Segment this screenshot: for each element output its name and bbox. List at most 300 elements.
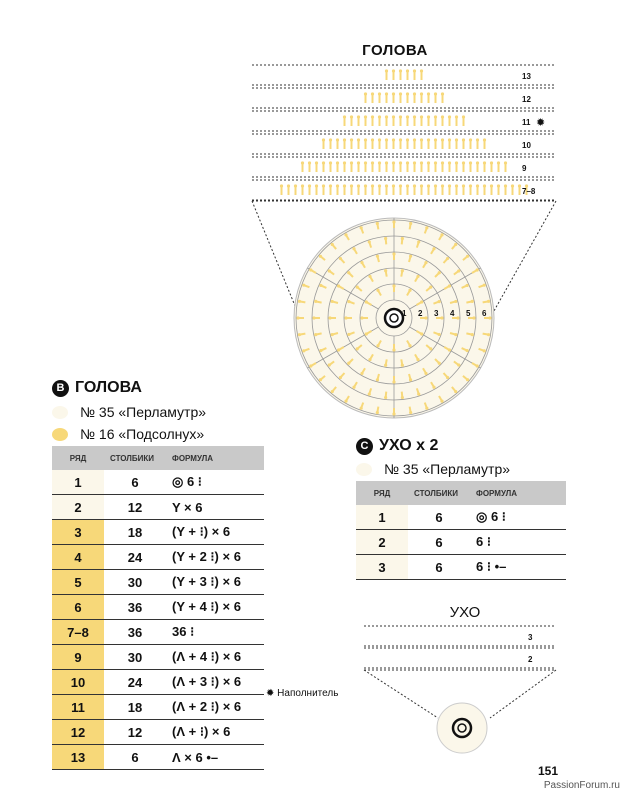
table-row — [52, 470, 264, 495]
ring-number-label: 6 — [482, 309, 487, 318]
stitch-mark — [296, 316, 299, 319]
stitch-mark — [448, 138, 451, 141]
stitch-mark — [376, 378, 379, 381]
ear-funnel-right — [490, 670, 556, 718]
table-row — [52, 495, 264, 520]
row-number-cell: 12 — [52, 720, 104, 745]
formula-cell: (Λ + ⁝) × 6 — [166, 720, 264, 745]
head-diagram-row — [252, 65, 556, 85]
stitch-mark — [483, 138, 486, 141]
row-label: 9 — [522, 164, 527, 173]
stitch-mark — [434, 92, 437, 95]
stitch-mark — [438, 333, 441, 336]
stitch-mark — [368, 240, 371, 243]
stitch-mark — [378, 115, 381, 118]
col-header-count: СТОЛБИКИ — [104, 446, 166, 470]
stitch-mark — [401, 364, 404, 367]
stitch-mark — [434, 161, 437, 164]
stitch-mark — [424, 372, 427, 375]
row-number-cell: 6 — [52, 595, 104, 620]
stitch-mark — [483, 284, 486, 287]
stitch-mark — [455, 184, 458, 187]
stitch-mark — [360, 226, 363, 229]
stitch-mark — [483, 184, 486, 187]
stitch-mark — [441, 92, 444, 95]
stitch-mark — [429, 347, 432, 350]
formula-cell: (Λ + 2 ⁝) × 6 — [166, 695, 264, 720]
stitch-mark — [308, 161, 311, 164]
stitch-count-cell: 6 — [104, 745, 166, 770]
table-row — [52, 570, 264, 595]
head-diagram-row — [252, 180, 556, 200]
stitch-mark — [454, 390, 457, 393]
stitch-count-cell: 12 — [104, 495, 166, 520]
row-label: 13 — [522, 72, 531, 81]
stitch-mark — [438, 271, 441, 274]
stitch-mark — [440, 316, 443, 319]
stitch-mark — [392, 115, 395, 118]
stitch-count-cell: 18 — [104, 520, 166, 545]
stitch-mark — [434, 115, 437, 118]
yarn-color-swatch — [356, 463, 372, 476]
stitch-mark — [344, 233, 347, 236]
stitch-mark — [392, 412, 395, 415]
stitch-mark — [518, 184, 521, 187]
stitch-mark — [417, 240, 420, 243]
stitch-mark — [420, 115, 423, 118]
stitch-mark — [328, 269, 331, 272]
stitch-mark — [328, 363, 331, 366]
stitch-mark — [347, 300, 350, 303]
stitch-mark — [322, 138, 325, 141]
stitch-count-cell: 6 — [408, 530, 470, 555]
stitch-mark — [392, 380, 395, 383]
stitch-mark — [368, 358, 371, 361]
yarn-label: № 35 «Перламутр» — [384, 461, 511, 477]
stitch-mark — [504, 161, 507, 164]
stitch-mark — [319, 284, 322, 287]
stitch-mark — [408, 289, 411, 292]
stuffing-note — [266, 688, 338, 699]
stitch-mark — [343, 161, 346, 164]
stitch-mark — [401, 237, 404, 240]
stitch-mark — [385, 161, 388, 164]
stitch-mark — [378, 161, 381, 164]
stitch-mark — [401, 396, 404, 399]
stitch-mark — [420, 69, 423, 72]
stitch-mark — [406, 161, 409, 164]
stitch-mark — [455, 115, 458, 118]
stitch-mark — [339, 376, 342, 379]
stitch-mark — [385, 115, 388, 118]
stitch-mark — [504, 184, 507, 187]
stitch-mark — [356, 347, 359, 350]
yarn-color-swatch — [52, 428, 68, 441]
stitch-mark — [331, 390, 334, 393]
stitch-mark — [392, 184, 395, 187]
stitch-mark — [446, 376, 449, 379]
stitch-mark — [314, 300, 317, 303]
stitch-mark — [364, 138, 367, 141]
stitch-mark — [466, 378, 469, 381]
stitch-mark — [469, 184, 472, 187]
stitch-mark — [302, 284, 305, 287]
stitch-mark — [376, 255, 379, 258]
stitch-mark — [488, 316, 491, 319]
formula-cell: Λ × 6 •– — [166, 745, 264, 770]
stitch-mark — [483, 161, 486, 164]
stitch-mark — [343, 138, 346, 141]
stitch-mark — [378, 138, 381, 141]
stitch-mark — [457, 269, 460, 272]
stitch-count-cell: 18 — [104, 695, 166, 720]
stitch-mark — [448, 115, 451, 118]
stitch-mark — [352, 386, 355, 389]
row-number-cell: 10 — [52, 670, 104, 695]
stitch-mark — [427, 115, 430, 118]
stitch-count-cell: 6 — [104, 470, 166, 495]
stitch-mark — [399, 161, 402, 164]
stitch-mark — [420, 161, 423, 164]
stitch-mark — [392, 138, 395, 141]
stitch-mark — [483, 349, 486, 352]
stitch-mark — [424, 316, 427, 319]
formula-cell: (Y + 4 ⁝) × 6 — [166, 595, 264, 620]
table-row — [356, 505, 566, 530]
stitch-mark — [385, 69, 388, 72]
stitch-mark — [416, 358, 419, 361]
stitch-mark — [434, 184, 437, 187]
stitch-mark — [434, 138, 437, 141]
row-number-cell: 11 — [52, 695, 104, 720]
stitch-mark — [424, 261, 427, 264]
stitch-mark — [376, 344, 379, 347]
ring-number-label: 2 — [418, 309, 423, 318]
row-number-cell: 7–8 — [52, 620, 104, 645]
stitch-mark — [399, 138, 402, 141]
formula-cell: Y × 6 — [166, 495, 264, 520]
row-label: 2 — [528, 655, 533, 664]
stitch-mark — [392, 284, 395, 287]
stitch-mark — [378, 184, 381, 187]
table-row — [52, 595, 264, 620]
stitch-mark — [298, 300, 301, 303]
stitch-mark — [357, 184, 360, 187]
stitch-mark — [401, 269, 404, 272]
stitch-mark — [441, 138, 444, 141]
stitch-mark — [329, 138, 332, 141]
col-header-formula: ФОРМУЛА — [470, 481, 566, 505]
stitch-mark — [336, 161, 339, 164]
stitch-mark — [409, 411, 412, 414]
table-row — [52, 745, 264, 770]
stitch-mark — [301, 184, 304, 187]
table-header-row — [356, 481, 566, 505]
stitch-mark — [368, 275, 371, 278]
stitch-mark — [385, 138, 388, 141]
stitch-mark — [350, 138, 353, 141]
table-row — [52, 645, 264, 670]
stitch-mark — [352, 247, 355, 250]
table-row — [52, 720, 264, 745]
table-row — [52, 620, 264, 645]
ear-section-title: УХО x 2 — [379, 437, 439, 454]
stitch-count-cell: 24 — [104, 545, 166, 570]
stitch-mark — [413, 184, 416, 187]
head-diagram-row — [252, 157, 556, 177]
stitch-mark — [490, 184, 493, 187]
stitch-mark — [469, 138, 472, 141]
formula-cell: (Λ + 4 ⁝) × 6 — [166, 645, 264, 670]
stitch-mark — [466, 255, 469, 258]
formula-cell: 36 ⁝ — [166, 620, 264, 645]
stitch-mark — [308, 184, 311, 187]
stitch-mark — [413, 138, 416, 141]
formula-cell: (Y + 3 ⁝) × 6 — [166, 570, 264, 595]
stitch-mark — [456, 316, 459, 319]
stitch-mark — [476, 184, 479, 187]
stitch-mark — [399, 184, 402, 187]
head-diagram-row — [252, 134, 556, 154]
stitch-mark — [322, 184, 325, 187]
stitch-mark — [448, 161, 451, 164]
stitch-mark — [319, 349, 322, 352]
formula-cell: ◎ 6 ⁝ — [470, 505, 566, 530]
yarn-legend-pearl — [52, 404, 206, 420]
ring-number-label: 1 — [402, 309, 407, 318]
stitch-mark — [487, 333, 490, 336]
stitch-mark — [371, 138, 374, 141]
stitch-mark — [360, 407, 363, 410]
stitch-mark — [371, 115, 374, 118]
stitch-mark — [314, 333, 317, 336]
watermark: PassionForum.ru — [543, 780, 620, 791]
stitch-mark — [409, 378, 412, 381]
stitch-mark — [344, 400, 347, 403]
stitch-mark — [406, 69, 409, 72]
stitch-mark — [360, 316, 363, 319]
yarn-legend-sunflower — [52, 426, 204, 442]
stitch-mark — [427, 138, 430, 141]
stitch-mark — [392, 69, 395, 72]
head-pattern-table — [52, 446, 264, 770]
formula-cell: 6 ⁝ — [470, 530, 566, 555]
stitch-mark — [406, 92, 409, 95]
yarn-label: № 16 «Подсолнух» — [80, 426, 205, 442]
stitch-mark — [432, 247, 435, 250]
head-diagram-row — [252, 88, 556, 108]
formula-cell: 6 ⁝ •– — [470, 555, 566, 580]
stitch-count-cell: 30 — [104, 570, 166, 595]
stitch-mark — [329, 184, 332, 187]
stitch-mark — [357, 115, 360, 118]
yarn-color-swatch — [52, 406, 68, 419]
stitch-count-cell: 30 — [104, 645, 166, 670]
row-label: 10 — [522, 141, 531, 150]
row-number-cell: 1 — [52, 470, 104, 495]
stitch-mark — [287, 184, 290, 187]
stitch-mark — [392, 220, 395, 223]
row-number-cell: 3 — [356, 555, 408, 580]
stitch-count-cell: 6 — [408, 555, 470, 580]
stitch-mark — [357, 161, 360, 164]
stitch-mark — [441, 161, 444, 164]
stitch-mark — [347, 333, 350, 336]
stitch-mark — [455, 138, 458, 141]
stitch-mark — [487, 300, 490, 303]
stitch-mark — [392, 252, 395, 255]
stitch-mark — [350, 184, 353, 187]
stitch-mark — [440, 400, 443, 403]
row-number-cell: 13 — [52, 745, 104, 770]
stitch-mark — [462, 115, 465, 118]
stitch-mark — [364, 92, 367, 95]
stitch-mark — [315, 184, 318, 187]
stitch-count-cell: 36 — [104, 595, 166, 620]
head-section-header — [52, 379, 142, 397]
head-diagram-row — [252, 111, 556, 131]
stitch-mark — [371, 161, 374, 164]
stitch-mark — [371, 184, 374, 187]
stitch-mark — [441, 184, 444, 187]
stitch-mark — [409, 222, 412, 225]
stitch-mark — [465, 284, 468, 287]
stitch-mark — [350, 161, 353, 164]
row-number-cell: 2 — [52, 495, 104, 520]
row-label: 11 — [522, 118, 531, 127]
stitch-mark — [511, 184, 514, 187]
stitch-mark — [360, 261, 363, 264]
stitch-mark — [319, 378, 322, 381]
stitch-mark — [302, 349, 305, 352]
stitch-mark — [385, 92, 388, 95]
stitch-mark — [392, 92, 395, 95]
stitch-mark — [384, 237, 387, 240]
formula-cell: (Λ + 3 ⁝) × 6 — [166, 670, 264, 695]
stitch-mark — [469, 161, 472, 164]
stitch-mark — [413, 92, 416, 95]
stitch-mark — [420, 92, 423, 95]
funnel-line-right — [490, 201, 556, 318]
stitch-mark — [454, 300, 457, 303]
stitch-mark — [446, 257, 449, 260]
stitch-mark — [344, 316, 347, 319]
stitch-mark — [472, 316, 475, 319]
stitch-mark — [413, 161, 416, 164]
row-number-cell: 2 — [356, 530, 408, 555]
stitch-mark — [384, 396, 387, 399]
stuffing-icon: ✹ — [536, 117, 546, 129]
row-label: 3 — [528, 633, 533, 642]
stitch-mark — [476, 268, 479, 271]
stitch-mark — [322, 161, 325, 164]
section-badge-b: B — [52, 380, 69, 397]
stitch-mark — [454, 333, 457, 336]
row-label: 12 — [522, 95, 531, 104]
stitch-mark — [438, 362, 441, 365]
stitch-mark — [420, 300, 423, 303]
stitch-mark — [315, 161, 318, 164]
stitch-mark — [406, 115, 409, 118]
ring-number-label: 3 — [434, 309, 439, 318]
stitch-mark — [360, 372, 363, 375]
stitch-mark — [336, 138, 339, 141]
stitch-mark — [406, 184, 409, 187]
stitch-mark — [357, 138, 360, 141]
head-diagram-title: ГОЛОВА — [362, 42, 428, 59]
head-section-title: ГОЛОВА — [75, 379, 142, 396]
stitch-mark — [319, 255, 322, 258]
stitch-mark — [425, 226, 428, 229]
stitch-mark — [371, 92, 374, 95]
stitch-mark — [420, 184, 423, 187]
stitch-mark — [376, 411, 379, 414]
ear-pattern-table — [356, 481, 566, 580]
stitch-mark — [440, 233, 443, 236]
table-header-row — [52, 446, 264, 470]
stitch-mark — [408, 344, 411, 347]
stitch-mark — [457, 363, 460, 366]
stitch-mark — [420, 138, 423, 141]
stitch-mark — [441, 115, 444, 118]
stitch-count-cell: 36 — [104, 620, 166, 645]
stitch-mark — [471, 333, 474, 336]
table-row — [356, 530, 566, 555]
col-header-row: РЯД — [356, 481, 408, 505]
stitch-mark — [364, 115, 367, 118]
ring-number-label: 4 — [450, 309, 455, 318]
stitch-mark — [497, 161, 500, 164]
stitch-mark — [490, 161, 493, 164]
stitch-mark — [365, 300, 368, 303]
stitch-mark — [399, 92, 402, 95]
stitch-mark — [465, 349, 468, 352]
stitch-mark — [462, 184, 465, 187]
row-number-cell: 1 — [356, 505, 408, 530]
stitch-mark — [448, 348, 451, 351]
stitch-mark — [298, 333, 301, 336]
stitch-mark — [413, 115, 416, 118]
stitch-mark — [336, 184, 339, 187]
col-header-count: СТОЛБИКИ — [408, 481, 470, 505]
stitch-mark — [376, 289, 379, 292]
table-row — [52, 520, 264, 545]
stitch-mark — [476, 161, 479, 164]
stitch-mark — [476, 364, 479, 367]
stitch-mark — [294, 184, 297, 187]
row-number-cell: 5 — [52, 570, 104, 595]
stitch-mark — [301, 161, 304, 164]
page-number: 151 — [537, 764, 558, 778]
stitch-mark — [413, 69, 416, 72]
ear-magic-ring-diagram — [437, 703, 487, 753]
stitch-mark — [448, 284, 451, 287]
yarn-label: № 35 «Перламутр» — [80, 404, 207, 420]
ring-number-label: 5 — [466, 309, 471, 318]
stitch-mark — [347, 362, 350, 365]
row-number-cell: 4 — [52, 545, 104, 570]
stitch-mark — [462, 161, 465, 164]
stitch-mark — [429, 286, 432, 289]
stitch-count-cell: 12 — [104, 720, 166, 745]
stitch-mark — [378, 92, 381, 95]
stitch-mark — [432, 386, 435, 389]
stitch-mark — [425, 407, 428, 410]
stitch-mark — [406, 138, 409, 141]
stuffing-note-label: Наполнитель — [277, 688, 339, 699]
stitch-mark — [312, 316, 315, 319]
stitch-mark — [337, 348, 340, 351]
